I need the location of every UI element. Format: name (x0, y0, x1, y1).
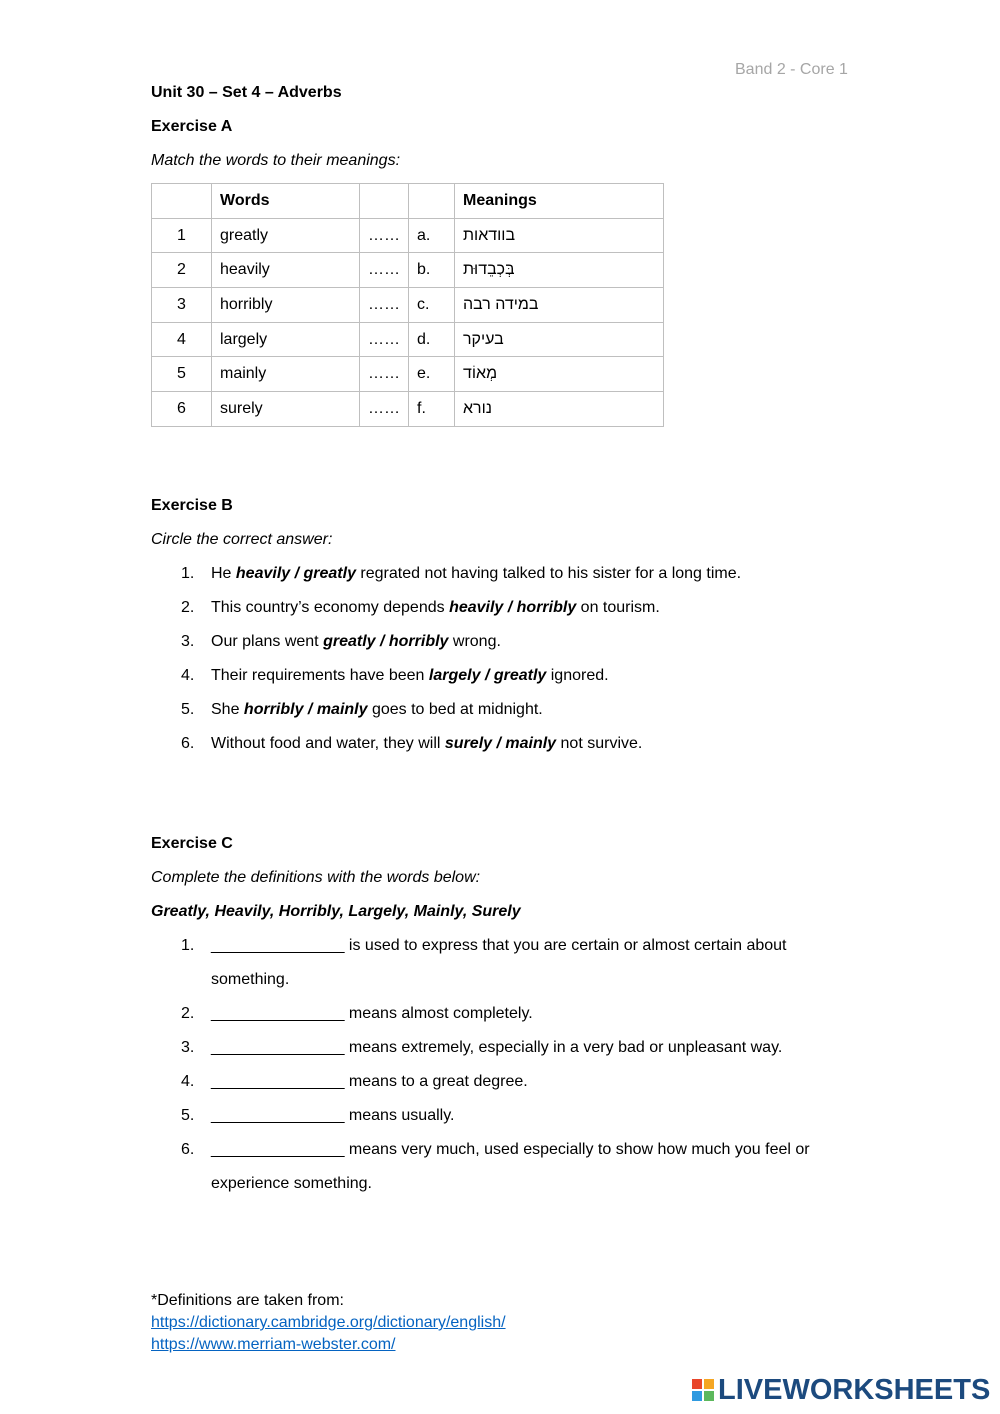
item-number: 1. (181, 565, 195, 582)
list-item (151, 557, 851, 591)
fill-blank[interactable]: _______________ (211, 937, 345, 954)
row-letter: a. (409, 218, 455, 253)
meanings-header: Meanings (455, 184, 664, 219)
table-row (152, 322, 664, 357)
sources-note: *Definitions are taken from: (151, 1292, 344, 1309)
table-row (152, 218, 664, 253)
definition-text: means usually. (344, 1107, 455, 1124)
item-number: 2. (181, 1005, 195, 1022)
row-word: greatly (212, 218, 360, 253)
item-number: 3. (181, 1039, 195, 1056)
fill-blank[interactable]: _______________ (211, 1005, 345, 1022)
cambridge-link[interactable]: https://dictionary.cambridge.org/dictionary/english/ (151, 1314, 506, 1331)
band-label: Band 2 - Core 1 (735, 61, 848, 78)
fill-blank[interactable]: _______________ (211, 1073, 345, 1090)
answer-blank[interactable]: …… (360, 218, 409, 253)
answer-choice[interactable]: greatly / horribly (323, 633, 449, 650)
list-item (151, 929, 851, 997)
row-letter: e. (409, 357, 455, 392)
item-number: 6. (181, 1141, 195, 1158)
sentence-start: She (211, 701, 244, 718)
sentence-start: He (211, 565, 236, 582)
list-item (151, 727, 851, 761)
answer-blank[interactable]: …… (360, 288, 409, 323)
item-number: 4. (181, 1073, 195, 1090)
word-bank: Greatly, Heavily, Horribly, Largely, Mainly, Surely (151, 903, 521, 920)
sentence-start: Our plans went (211, 633, 324, 650)
exercise-b-instruction: Circle the correct answer: (151, 531, 333, 548)
logo-square-icon (704, 1391, 714, 1401)
item-number: 5. (181, 1107, 195, 1124)
logo-square-icon (704, 1379, 714, 1389)
row-letter: b. (409, 253, 455, 288)
row-word: largely (212, 322, 360, 357)
row-word: heavily (212, 253, 360, 288)
row-meaning: בעיקר (455, 322, 664, 357)
definition-text: means almost completely. (344, 1005, 533, 1022)
list-item (151, 659, 851, 693)
row-word: mainly (212, 357, 360, 392)
list-item (151, 997, 851, 1031)
sentence-start: Their requirements have been (211, 667, 429, 684)
row-letter: d. (409, 322, 455, 357)
answer-choice[interactable]: horribly / mainly (243, 701, 368, 718)
answer-choice[interactable]: surely / mainly (444, 735, 557, 752)
definition-text: means to a great degree. (344, 1073, 528, 1090)
table-row (152, 288, 664, 323)
list-item (151, 625, 851, 659)
row-meaning: בוודאות (455, 218, 664, 253)
sentence-start: Without food and water, they will (211, 735, 445, 752)
table-row (152, 392, 664, 427)
sentence-end: wrong. (448, 633, 501, 650)
row-meaning: במידה רבה (455, 288, 664, 323)
row-letter: c. (409, 288, 455, 323)
item-number: 6. (181, 735, 195, 752)
row-number: 1 (152, 218, 212, 253)
row-number: 6 (152, 392, 212, 427)
sentence-end: goes to bed at midnight. (367, 701, 543, 718)
sentence-end: ignored. (546, 667, 609, 684)
logo-icon (692, 1379, 714, 1401)
item-number: 4. (181, 667, 195, 684)
list-item (151, 1065, 851, 1099)
exercise-b-title: Exercise B (151, 497, 233, 514)
row-number: 2 (152, 253, 212, 288)
row-number: 3 (152, 288, 212, 323)
exercise-a-title: Exercise A (151, 118, 233, 135)
answer-blank[interactable]: …… (360, 322, 409, 357)
matching-table (151, 183, 664, 427)
exercise-a-instruction: Match the words to their meanings: (151, 152, 401, 169)
answer-blank[interactable]: …… (360, 357, 409, 392)
fill-blank[interactable]: _______________ (211, 1107, 345, 1124)
list-item (151, 693, 851, 727)
row-meaning: מְאוֹד (455, 357, 664, 392)
sentence-end: not survive. (556, 735, 643, 752)
answer-choice[interactable]: heavily / greatly (235, 565, 356, 582)
fill-blank[interactable]: _______________ (211, 1039, 345, 1056)
row-number: 5 (152, 357, 212, 392)
table-row (152, 253, 664, 288)
row-word: horribly (212, 288, 360, 323)
list-item (151, 591, 851, 625)
page-title: Unit 30 – Set 4 – Adverbs (151, 84, 342, 101)
fill-blank[interactable]: _______________ (211, 1141, 345, 1158)
merriam-webster-link[interactable]: https://www.merriam-webster.com/ (151, 1336, 396, 1353)
row-number: 4 (152, 322, 212, 357)
logo-square-icon (692, 1391, 702, 1401)
item-number: 5. (181, 701, 195, 718)
exercise-c-instruction: Complete the definitions with the words below: (151, 869, 481, 886)
table-header-row (152, 184, 664, 219)
liveworksheets-logo (692, 1373, 990, 1407)
row-meaning: נורא (455, 392, 664, 427)
row-word: surely (212, 392, 360, 427)
sentence-start: This country’s economy depends (211, 599, 450, 616)
answer-choice[interactable]: heavily / horribly (449, 599, 577, 616)
footer-sources (151, 1290, 506, 1356)
logo-square-icon (692, 1379, 702, 1389)
sentence-end: regrated not having talked to his sister for a long time. (355, 565, 742, 582)
table-row (152, 357, 664, 392)
brand-name: LIVEWORKSHEETS (718, 1373, 991, 1406)
definition-text: means very much, used especially to show how much you feel or experience something. (211, 1141, 810, 1192)
definition-text: means extremely, especially in a very bad or unpleasant way. (344, 1039, 783, 1056)
answer-blank[interactable]: …… (360, 253, 409, 288)
definition-text: is used to express that you are certain or almost certain about something. (211, 937, 787, 988)
exercise-c-list (151, 929, 851, 1201)
item-number: 2. (181, 599, 195, 616)
item-number: 1. (181, 937, 195, 954)
list-item (151, 1099, 851, 1133)
sentence-end: on tourism. (576, 599, 660, 616)
row-letter: f. (409, 392, 455, 427)
exercise-c-title: Exercise C (151, 835, 233, 852)
exercise-b-list (151, 557, 851, 761)
item-number: 3. (181, 633, 195, 650)
answer-choice[interactable]: largely / greatly (428, 667, 547, 684)
list-item (151, 1031, 851, 1065)
words-header: Words (212, 184, 360, 219)
list-item (151, 1133, 851, 1201)
answer-blank[interactable]: …… (360, 392, 409, 427)
row-meaning: בְּכְבֵדוּת (455, 253, 664, 288)
